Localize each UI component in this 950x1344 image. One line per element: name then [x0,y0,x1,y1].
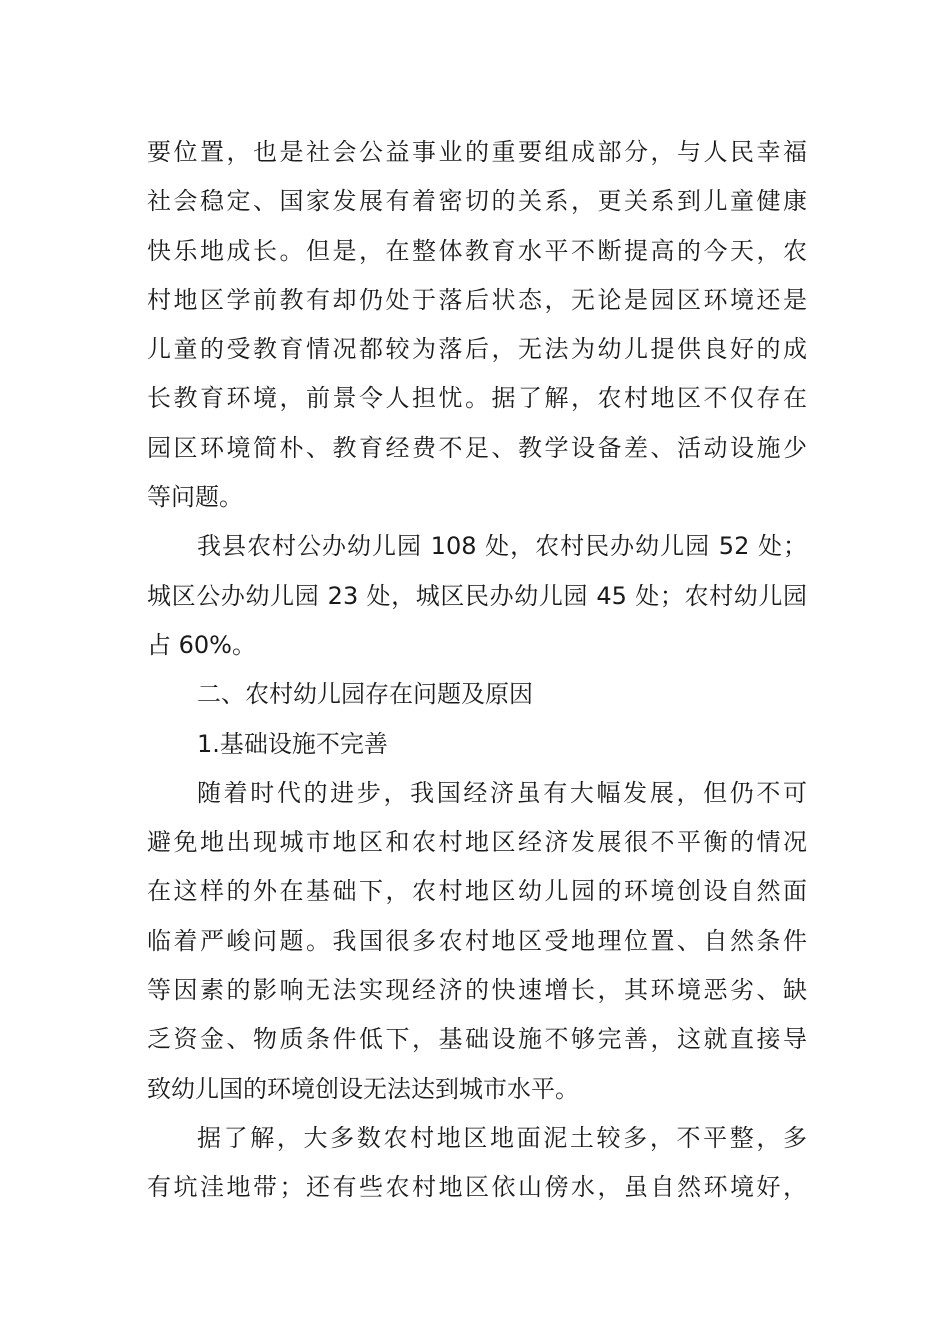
text-line: 随着时代的进步，我国经济虽有大幅发展，但仍不可 [197,778,807,807]
text-line: 有坑洼地带；还有些农村地区依山傍水，虽自然环境好， [147,1173,807,1202]
text-line: 临着严峻问题。我国很多农村地区受地理位置、自然条件 [147,926,807,955]
paragraph-statistics [147,522,807,670]
text-line: 据了解，大多数农村地区地面泥土较多，不平整，多 [197,1123,807,1152]
text-line: 避免地出现城市地区和农村地区经济发展很不平衡的情况 [147,828,807,857]
text-line: 社会稳定、国家发展有着密切的关系，更关系到儿童健康 [147,187,807,216]
text-line: 我县农村公办幼儿园 108 处，农村民办幼儿园 52 处； [197,532,807,561]
section-heading: 二、农村幼儿园存在问题及原因 [197,680,533,709]
paragraph-infrastructure [147,769,807,1114]
text-line: 等问题。 [147,483,243,512]
paragraph-intro-continued [147,128,807,522]
text-line: 快乐地成长。但是，在整体教育水平不断提高的今天，农 [147,236,807,265]
paragraph-terrain [147,1114,807,1213]
text-line: 致幼儿国的环境创设无法达到城市水平。 [147,1074,579,1103]
text-line: 乏资金、物质条件低下，基础设施不够完善，这就直接导 [147,1025,807,1054]
text-line: 园区环境简朴、教育经费不足、教学设备差、活动设施少 [147,433,807,462]
text-line: 要位置，也是社会公益事业的重要组成部分，与人民幸福 [147,138,807,166]
text-line: 占 60%。 [147,630,256,659]
text-line: 在这样的外在基础下，农村地区幼儿园的环境创设自然面 [147,877,807,906]
text-line: 长教育环境，前景令人担忧。据了解，农村地区不仅存在 [147,384,807,413]
text-line: 儿童的受教育情况都较为落后，无法为幼儿提供良好的成 [147,335,807,364]
text-line: 城区公办幼儿园 23 处，城区民办幼儿园 45 处；农村幼儿园 [147,581,807,610]
subsection-heading: 1.基础设施不完善 [197,729,388,758]
text-line: 等因素的影响无法实现经济的快速增长，其环境恶劣、缺 [147,976,807,1005]
document-body [147,128,807,1213]
text-line: 村地区学前教有却仍处于落后状态，无论是园区环境还是 [147,285,807,314]
